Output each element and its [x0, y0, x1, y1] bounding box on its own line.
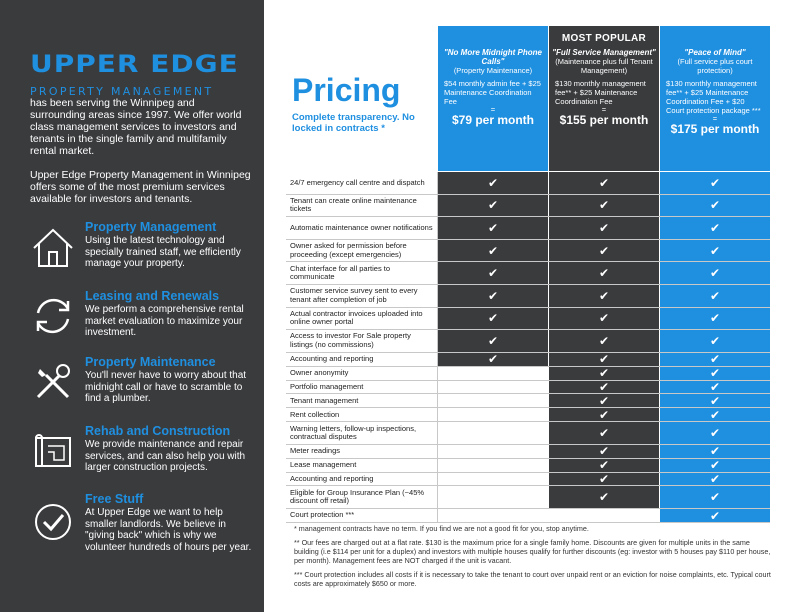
- blueprint-icon: [30, 428, 76, 474]
- feature-row: [286, 330, 770, 353]
- intro-text: [30, 97, 252, 217]
- checkmark-icon: ✔: [438, 240, 548, 262]
- checkmark-icon: ✔: [438, 172, 548, 194]
- checkmark-icon: ✔: [549, 473, 659, 486]
- plan-price: $175 per month: [670, 122, 760, 136]
- checkmark-icon: ✔: [660, 172, 770, 194]
- plan-column-full-service: [549, 26, 659, 171]
- empty-cell: [438, 486, 548, 508]
- feature-row: [286, 195, 770, 218]
- feature-label: Court protection ***: [286, 509, 438, 522]
- intro-paragraph-2: Upper Edge Property Management in Winnipeg offers some of the most premium services available for investors and tenants.: [30, 169, 251, 205]
- feature-label: Owner anonymity: [286, 367, 438, 380]
- checkmark-icon: ✔: [438, 217, 548, 239]
- checkmark-icon: ✔: [660, 394, 770, 407]
- checkmark-icon: ✔: [660, 195, 770, 217]
- feature-row: [286, 509, 770, 523]
- checkmark-icon: ✔: [549, 262, 659, 284]
- checkmark-icon: ✔: [549, 394, 659, 407]
- checkmark-icon: ✔: [660, 262, 770, 284]
- checkmark-icon: ✔: [660, 308, 770, 330]
- feature-label: Rent collection: [286, 408, 438, 421]
- empty-cell: [438, 445, 548, 458]
- checkmark-icon: ✔: [438, 262, 548, 284]
- empty-cell: [438, 381, 548, 394]
- checkmark-icon: ✔: [549, 353, 659, 366]
- checkmark-icon: ✔: [549, 172, 659, 194]
- plan-description: (Maintenance plus full Tenant Management): [555, 57, 653, 75]
- plan-price: $79 per month: [451, 113, 535, 127]
- checkmark-icon: ✔: [660, 445, 770, 458]
- feature-label: Lease management: [286, 459, 438, 472]
- service-description: Using the latest technology and specially trained staff, we efficiently manage your property.: [85, 235, 241, 269]
- feature-label: Portfolio management: [286, 381, 438, 394]
- checkmark-icon: ✔: [660, 473, 770, 486]
- checkmark-icon: ✔: [549, 408, 659, 421]
- checkmark-icon: ✔: [438, 330, 548, 352]
- plan-name: "No More Midnight Phone Calls": [443, 48, 542, 66]
- brand-logo-subtitle: PROPERTY MANAGEMENT: [30, 85, 214, 98]
- left-panel: [0, 0, 264, 612]
- feature-row: [286, 381, 770, 395]
- empty-cell: [549, 509, 659, 522]
- plan-fees: $54 monthly admin fee + $25 Maintenance Coordination Fee: [444, 79, 541, 106]
- feature-label: Tenant management: [286, 394, 438, 407]
- service-description: We perform a comprehensive rental market evaluation to maximize your investment.: [85, 304, 244, 338]
- feature-label: Eligible for Group Insurance Plan (~45% discount off retail): [286, 486, 438, 508]
- feature-label: Access to investor For Sale property listings (no commissions): [286, 330, 438, 352]
- feature-label: Accounting and reporting: [286, 473, 438, 486]
- service-free-stuff: [30, 492, 252, 556]
- feature-row: [286, 394, 770, 408]
- checkmark-icon: ✔: [660, 459, 770, 472]
- checkmark-icon: ✔: [549, 422, 659, 444]
- empty-cell: [438, 422, 548, 444]
- feature-label: Accounting and reporting: [286, 353, 438, 366]
- plan-column-peace-of-mind: [660, 26, 770, 171]
- service-description: At Upper Edge we want to help smaller landlords. We believe in "giving back" which is why we volunteer hundreds of hours per year.: [85, 507, 252, 553]
- checkmark-icon: ✔: [660, 486, 770, 508]
- service-property-management: [30, 220, 252, 284]
- plan-equals: =: [601, 105, 607, 114]
- pricing-title: Pricing: [292, 72, 401, 108]
- feature-label: Chat interface for all parties to communicate: [286, 262, 438, 284]
- checkmark-icon: ✔: [549, 285, 659, 307]
- checkmark-icon: ✔: [438, 308, 548, 330]
- empty-cell: [438, 408, 548, 421]
- plan-badge: [660, 26, 770, 48]
- pricing-subtitle: Complete transparency. No locked in contracts *: [292, 112, 415, 134]
- brand-logo-title: UPPER EDGE: [30, 50, 239, 79]
- feature-row: [286, 486, 770, 509]
- checkmark-icon: ✔: [438, 353, 548, 366]
- feature-row: [286, 262, 770, 285]
- checkmark-icon: ✔: [438, 285, 548, 307]
- feature-label: Automatic maintenance owner notifications: [286, 217, 438, 239]
- feature-label: Warning letters, follow-up inspections, contractual disputes: [286, 422, 438, 444]
- feature-label: Meter readings: [286, 445, 438, 458]
- footnotes: [294, 524, 774, 593]
- feature-row: [286, 422, 770, 445]
- checkmark-icon: ✔: [549, 195, 659, 217]
- feature-label: 24/7 emergency call centre and dispatch: [286, 172, 438, 194]
- feature-row: [286, 217, 770, 240]
- plan-equals: =: [712, 114, 718, 123]
- footnote-1: * management contracts have no term. If you find we are not a good fit for you, stop anytime.: [294, 524, 589, 533]
- checkmark-icon: ✔: [660, 408, 770, 421]
- plan-name: "Peace of Mind": [684, 48, 746, 57]
- checkmark-icon: ✔: [549, 445, 659, 458]
- intro-paragraph-1: has been serving the Winnipeg and surrounding areas since 1997. We offer world class management services to investors and tenants in the single family and multifamily rental market.: [30, 97, 242, 157]
- checkmark-icon: ✔: [660, 509, 770, 522]
- plan-description: (Property Maintenance): [453, 66, 533, 75]
- plan-badge: MOST POPULAR: [561, 33, 647, 44]
- checkmark-circle-icon: [30, 496, 76, 542]
- checkmark-icon: ✔: [549, 330, 659, 352]
- service-leasing-renewals: [30, 289, 252, 353]
- feature-label: Customer service survey sent to every tenant after completion of job: [286, 285, 438, 307]
- footnote-3: *** Court protection includes all costs if it is necessary to take the tenant to court over unpaid rent or an eviction for noise complaints, etc. Typical court costs are approximately $650 or more.: [294, 570, 771, 588]
- plan-description: (Full service plus court protection): [677, 57, 753, 75]
- plan-price: $155 per month: [559, 113, 649, 127]
- checkmark-icon: ✔: [660, 381, 770, 394]
- checkmark-icon: ✔: [549, 486, 659, 508]
- checkmark-icon: ✔: [549, 240, 659, 262]
- feature-row: [286, 367, 770, 381]
- house-icon: [30, 224, 76, 270]
- feature-row: [286, 408, 770, 422]
- checkmark-icon: ✔: [549, 381, 659, 394]
- plan-badge: [438, 26, 548, 48]
- empty-cell: [438, 367, 548, 380]
- feature-label: Actual contractor invoices uploaded into online owner portal: [286, 308, 438, 330]
- checkmark-icon: ✔: [438, 195, 548, 217]
- checkmark-icon: ✔: [660, 240, 770, 262]
- checkmark-icon: ✔: [660, 422, 770, 444]
- checkmark-icon: ✔: [549, 367, 659, 380]
- plan-name: "Full Service Management": [552, 48, 656, 57]
- service-title: Leasing and Renewals: [85, 289, 220, 303]
- checkmark-icon: ✔: [660, 285, 770, 307]
- footnote-2: ** Our fees are charged out at a flat rate. $130 is the maximum price for a single family home. Discounts are given for multiple units in the same building (i.e $114 per unit for a duplex) and investors with multiple houses qualify for further discounts (eg: investor with 5 houses pay $110 per house, per month). Management fees are NOT charged if the unit is vacant.: [294, 538, 771, 565]
- service-title: Free Stuff: [85, 492, 144, 506]
- feature-table: [286, 172, 770, 523]
- feature-row: [286, 308, 770, 331]
- empty-cell: [438, 394, 548, 407]
- tools-icon: [30, 359, 76, 405]
- checkmark-icon: ✔: [660, 330, 770, 352]
- feature-row: [286, 353, 770, 367]
- empty-cell: [438, 473, 548, 486]
- feature-row: [286, 459, 770, 473]
- checkmark-icon: ✔: [660, 353, 770, 366]
- empty-cell: [438, 509, 548, 522]
- feature-row: [286, 473, 770, 487]
- feature-row: [286, 172, 770, 195]
- service-description: We provide maintenance and repair services, and can also help you with larger construction projects.: [85, 439, 246, 473]
- service-title: Property Maintenance: [85, 355, 216, 369]
- checkmark-icon: ✔: [660, 217, 770, 239]
- feature-label: Owner asked for permission before proceeding (except emergencies): [286, 240, 438, 262]
- service-title: Property Management: [85, 220, 217, 234]
- renew-arrows-icon: [30, 293, 76, 339]
- plan-column-maintenance: [438, 26, 548, 171]
- checkmark-icon: ✔: [549, 217, 659, 239]
- feature-row: [286, 285, 770, 308]
- feature-row: [286, 445, 770, 459]
- feature-label: Tenant can create online maintenance tickets: [286, 195, 438, 217]
- empty-cell: [438, 459, 548, 472]
- plan-equals: =: [490, 105, 496, 114]
- service-rehab-construction: [30, 424, 252, 488]
- plan-fees: $130 monthly management fee** + $25 Maintenance Coordination Fee: [555, 79, 646, 106]
- plan-fees: $130 monthly management fee** + $25 Maintenance Coordination Fee + $20 Court protection package ***: [666, 79, 761, 115]
- service-description: You'll never have to worry about that midnight call or have to scramble to find a plumber.: [85, 370, 247, 404]
- checkmark-icon: ✔: [660, 367, 770, 380]
- checkmark-icon: ✔: [549, 459, 659, 472]
- checkmark-icon: ✔: [549, 308, 659, 330]
- service-property-maintenance: [30, 355, 252, 419]
- feature-row: [286, 240, 770, 263]
- service-title: Rehab and Construction: [85, 424, 231, 438]
